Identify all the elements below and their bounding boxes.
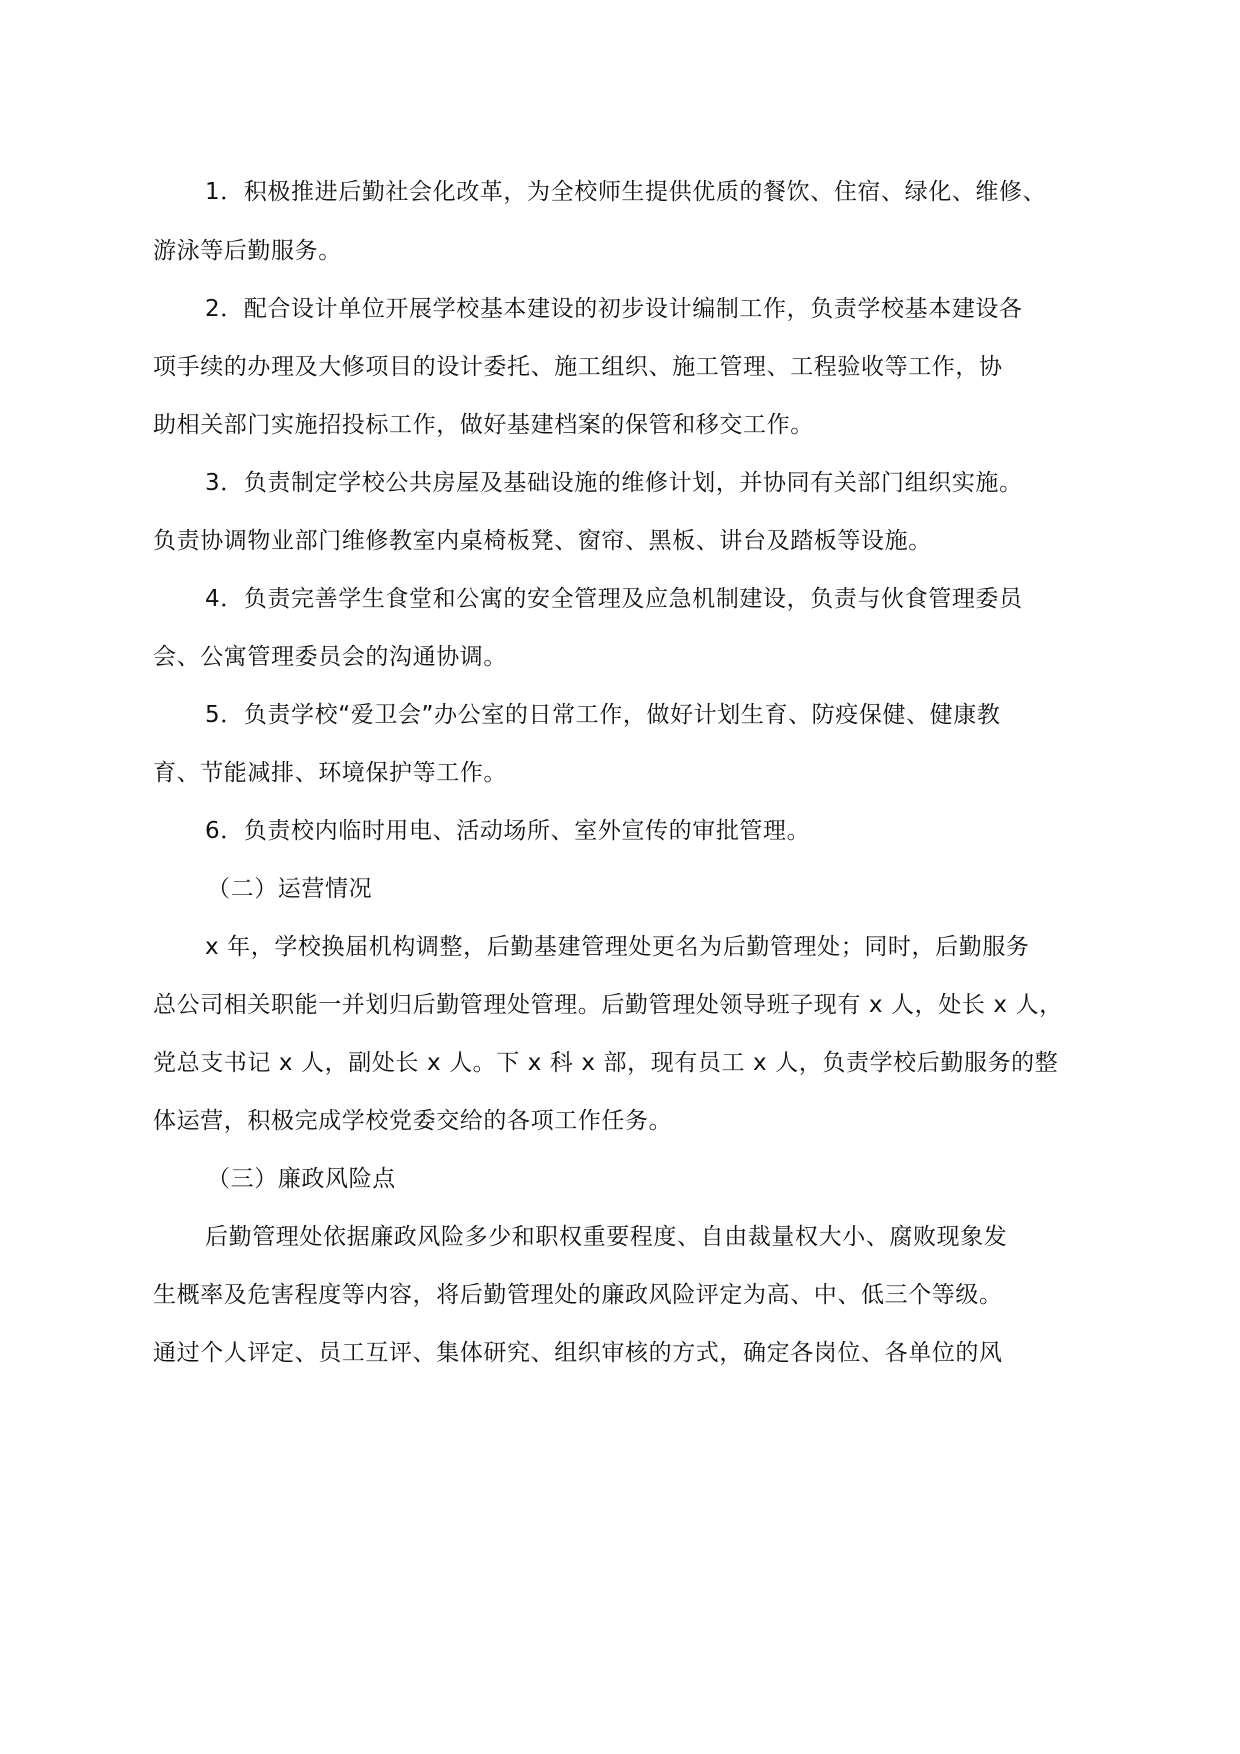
risk-paragraph-line-3: 通过个人评定、员工互评、集体研究、组织审核的方式，确定各岗位、各单位的风	[153, 1340, 1003, 1366]
operations-paragraph-line-3: 党总支书记 x 人，副处长 x 人。下 x 科 x 部，现有员工 x 人，负责学校后勤服务的整	[153, 1050, 1059, 1076]
item-5-line-2: 育、节能减排、环境保护等工作。	[153, 760, 507, 786]
section-heading-risk-points: （三）廉政风险点	[207, 1166, 396, 1192]
item-2-line-2: 项手续的办理及大修项目的设计委托、施工组织、施工管理、工程验收等工作，协	[153, 354, 1003, 380]
item-6-line-1: 6．负责校内临时用电、活动场所、室外宣传的审批管理。	[205, 818, 811, 844]
operations-paragraph-line-1: x 年，学校换届机构调整，后勤基建管理处更名为后勤管理处；同时，后勤服务	[205, 934, 1030, 960]
item-1-line-1: 1．积极推进后勤社会化改革，为全校师生提供优质的餐饮、住宿、绿化、维修、	[205, 179, 1047, 205]
section-heading-operations: （二）运营情况	[207, 876, 373, 902]
item-4-line-2: 会、公寓管理委员会的沟通协调。	[153, 644, 507, 670]
item-3-line-2: 负责协调物业部门维修教室内桌椅板凳、窗帘、黑板、讲台及踏板等设施。	[153, 528, 932, 554]
item-5-line-1: 5．负责学校“爱卫会”办公室的日常工作，做好计划生育、防疫保健、健康教	[205, 702, 1001, 728]
risk-paragraph-line-2: 生概率及危害程度等内容，将后勤管理处的廉政风险评定为高、中、低三个等级。	[153, 1282, 1003, 1308]
item-2-line-1: 2．配合设计单位开展学校基本建设的初步设计编制工作，负责学校基本建设各	[205, 296, 1023, 322]
item-1-line-2: 游泳等后勤服务。	[153, 238, 342, 264]
operations-paragraph-line-2: 总公司相关职能一并划归后勤管理处管理。后勤管理处领导班子现有 x 人，处长 x 人，	[153, 992, 1063, 1018]
operations-paragraph-line-4: 体运营，积极完成学校党委交给的各项工作任务。	[153, 1108, 673, 1134]
risk-paragraph-line-1: 后勤管理处依据廉政风险多少和职权重要程度、自由裁量权大小、腐败现象发	[205, 1224, 1008, 1250]
item-4-line-1: 4．负责完善学生食堂和公寓的安全管理及应急机制建设，负责与伙食管理委员	[205, 586, 1023, 612]
item-2-line-3: 助相关部门实施招投标工作，做好基建档案的保管和移交工作。	[153, 412, 814, 438]
item-3-line-1: 3．负责制定学校公共房屋及基础设施的维修计划，并协同有关部门组织实施。	[205, 470, 1023, 496]
